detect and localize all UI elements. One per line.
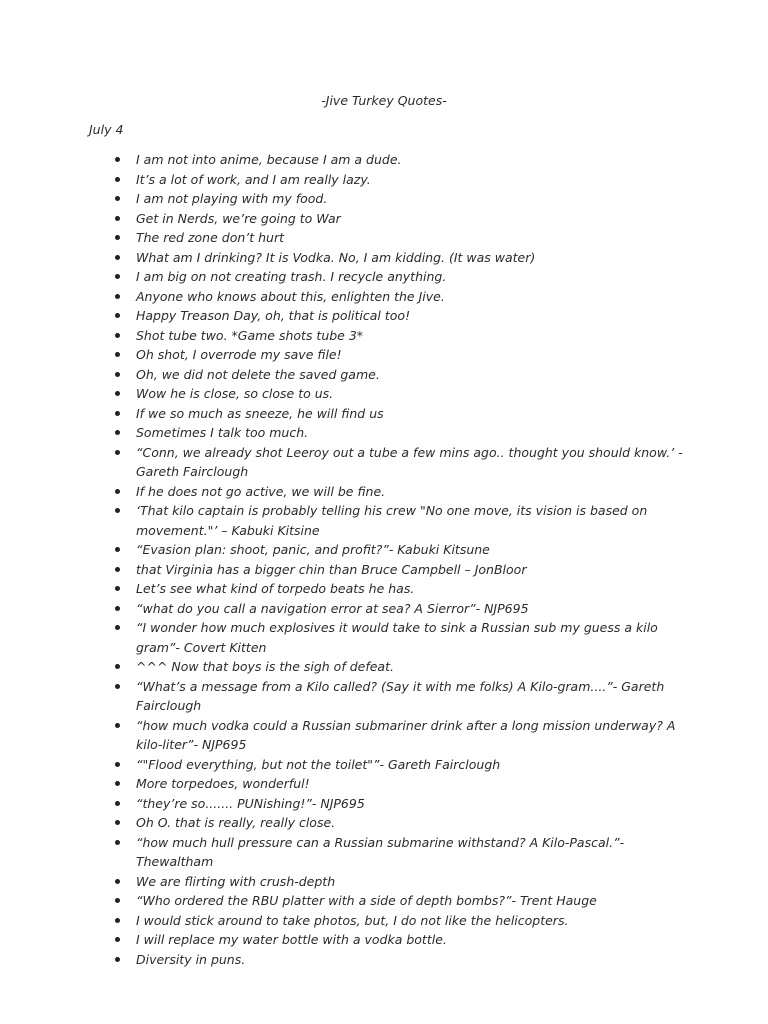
quote-text: Anyone who knows about this, enlighten the Jive.	[136, 288, 445, 304]
quote-text: “they’re so....... PUNishing!”- NJP695	[136, 795, 365, 811]
quote-text: More torpedoes, wonderful!	[136, 776, 310, 791]
quote-text: “how much vodka could a Russian submariner drink after a long mission underway? A kilo-liter”- NJP695	[136, 717, 676, 752]
bullet-icon	[115, 820, 120, 825]
quote-item	[136, 891, 684, 911]
quote-text: It’s a lot of work, and I am really lazy.	[136, 171, 371, 187]
bullet-icon	[115, 255, 120, 260]
quote-text: I am not playing with my food.	[136, 191, 328, 206]
quote-item	[136, 930, 684, 950]
bullet-icon	[115, 684, 120, 689]
quote-text: “What’s a message from a Kilo called? (Say it with me folks) A Kilo-gram....”- Gareth Fairclough	[136, 678, 665, 713]
bullet-icon	[115, 274, 120, 279]
bullet-icon	[115, 801, 120, 806]
quote-text: The red zone don’t hurt	[136, 230, 284, 245]
quote-item	[136, 911, 684, 931]
bullet-icon	[115, 547, 120, 552]
quote-item	[136, 599, 684, 619]
bullet-icon	[115, 625, 120, 630]
bullet-icon	[115, 216, 120, 221]
quote-item	[136, 813, 684, 833]
document-title: -Jive Turkey Quotes-	[321, 93, 447, 108]
quote-text: I am not into anime, because I am a dude.	[136, 152, 402, 167]
quote-item	[136, 170, 684, 190]
quote-item	[136, 560, 684, 580]
quote-item	[136, 794, 684, 814]
bullet-icon	[115, 391, 120, 396]
quote-item	[136, 774, 684, 794]
quote-text: ‘That kilo captain is probably telling his crew "No one move, its vision is based on movement."’ – Kabuki Kitsine	[136, 503, 648, 538]
quote-item	[136, 404, 684, 424]
bullet-icon	[115, 352, 120, 357]
quote-text: Wow he is close, so close to us.	[136, 386, 334, 401]
quote-text: “Evasion plan: shoot, panic, and profit?”- Kabuki Kitsune	[136, 542, 490, 557]
bullet-icon	[115, 918, 120, 923]
quote-item	[136, 482, 684, 502]
quote-text: If we so much as sneeze, he will find us	[136, 405, 384, 421]
bullet-icon	[115, 508, 120, 513]
bullet-icon	[115, 489, 120, 494]
bullet-icon	[115, 430, 120, 435]
quote-list	[136, 150, 684, 969]
quote-item	[136, 657, 684, 677]
quote-text: that Virginia has a bigger chin than Bruce Campbell – JonBloor	[136, 561, 527, 577]
quote-item	[136, 306, 684, 326]
quote-text: Happy Treason Day, oh, that is political too!	[136, 308, 411, 323]
quote-item	[136, 716, 684, 755]
quote-text: I am big on not creating trash. I recycle anything.	[136, 269, 447, 284]
quote-text: “how much hull pressure can a Russian submarine withstand? A Kilo-Pascal.”- Thewaltham	[136, 834, 625, 869]
bullet-icon	[115, 898, 120, 903]
quote-item	[136, 950, 684, 970]
quote-item	[136, 423, 684, 443]
quote-item	[136, 228, 684, 248]
quote-text: “what do you call a navigation error at sea? A Sierror”- NJP695	[136, 600, 529, 616]
bullet-icon	[115, 567, 120, 572]
bullet-icon	[115, 781, 120, 786]
quote-item	[136, 209, 684, 229]
bullet-icon	[115, 157, 120, 162]
bullet-icon	[115, 937, 120, 942]
quote-text: “"Flood everything, but not the toilet"”- Gareth Fairclough	[136, 756, 501, 772]
bullet-icon	[115, 313, 120, 318]
quote-item	[136, 150, 684, 170]
quote-text: I would stick around to take photos, but, I do not like the helicopters.	[136, 912, 569, 928]
quote-item	[136, 677, 684, 716]
bullet-icon	[115, 606, 120, 611]
quote-item	[136, 755, 684, 775]
bullet-icon	[115, 586, 120, 591]
bullet-icon	[115, 450, 120, 455]
quote-item	[136, 833, 684, 872]
quote-item	[136, 345, 684, 365]
quote-text: Let’s see what kind of torpedo beats he has.	[136, 581, 415, 596]
quote-item	[136, 443, 684, 482]
quote-item	[136, 384, 684, 404]
bullet-icon	[115, 879, 120, 884]
quote-item	[136, 872, 684, 892]
quote-text: “I wonder how much explosives it would take to sink a Russian sub my guess a kilo gram”- Covert Kitten	[136, 620, 658, 655]
bullet-icon	[115, 840, 120, 845]
quote-item	[136, 501, 684, 540]
quote-item	[136, 540, 684, 560]
quote-text: Get in Nerds, we’re going to War	[136, 210, 341, 226]
quote-text: ^^^ Now that boys is the sigh of defeat.	[136, 659, 394, 674]
quote-text: Oh O. that is really, really close.	[136, 815, 336, 830]
bullet-icon	[115, 333, 120, 338]
quote-text: Oh shot, I overrode my save file!	[136, 347, 342, 362]
bullet-icon	[115, 762, 120, 767]
bullet-icon	[115, 664, 120, 669]
quote-text: “Who ordered the RBU platter with a side of depth bombs?”- Trent Hauge	[136, 893, 597, 908]
quote-text: If he does not go active, we will be fine.	[136, 483, 386, 499]
quote-text: I will replace my water bottle with a vodka bottle.	[136, 932, 447, 947]
quote-text: Diversity in puns.	[136, 951, 246, 967]
document-date: July 4	[89, 122, 124, 137]
bullet-icon	[115, 235, 120, 240]
quote-text: Shot tube two. *Game shots tube 3*	[136, 327, 364, 343]
quote-item	[136, 287, 684, 307]
quote-item	[136, 579, 684, 599]
bullet-icon	[115, 723, 120, 728]
quote-item	[136, 267, 684, 287]
bullet-icon	[115, 177, 120, 182]
quote-item	[136, 365, 684, 385]
quote-item	[136, 189, 684, 209]
quote-item	[136, 248, 684, 268]
quote-text: Oh, we did not delete the saved game.	[136, 366, 380, 382]
bullet-icon	[115, 372, 120, 377]
quote-text: What am I drinking? It is Vodka. No, I am kidding. (It was water)	[136, 249, 536, 265]
quote-text: We are flirting with crush-depth	[136, 873, 336, 889]
quote-item	[136, 326, 684, 346]
bullet-icon	[115, 196, 120, 201]
quote-item	[136, 618, 684, 657]
bullet-icon	[115, 411, 120, 416]
bullet-icon	[115, 294, 120, 299]
bullet-icon	[115, 957, 120, 962]
quote-text: Sometimes I talk too much.	[136, 425, 309, 440]
quote-text: “Conn, we already shot Leeroy out a tube a few mins ago.. thought you should know.’ -Gareth Fairclough	[136, 444, 683, 479]
